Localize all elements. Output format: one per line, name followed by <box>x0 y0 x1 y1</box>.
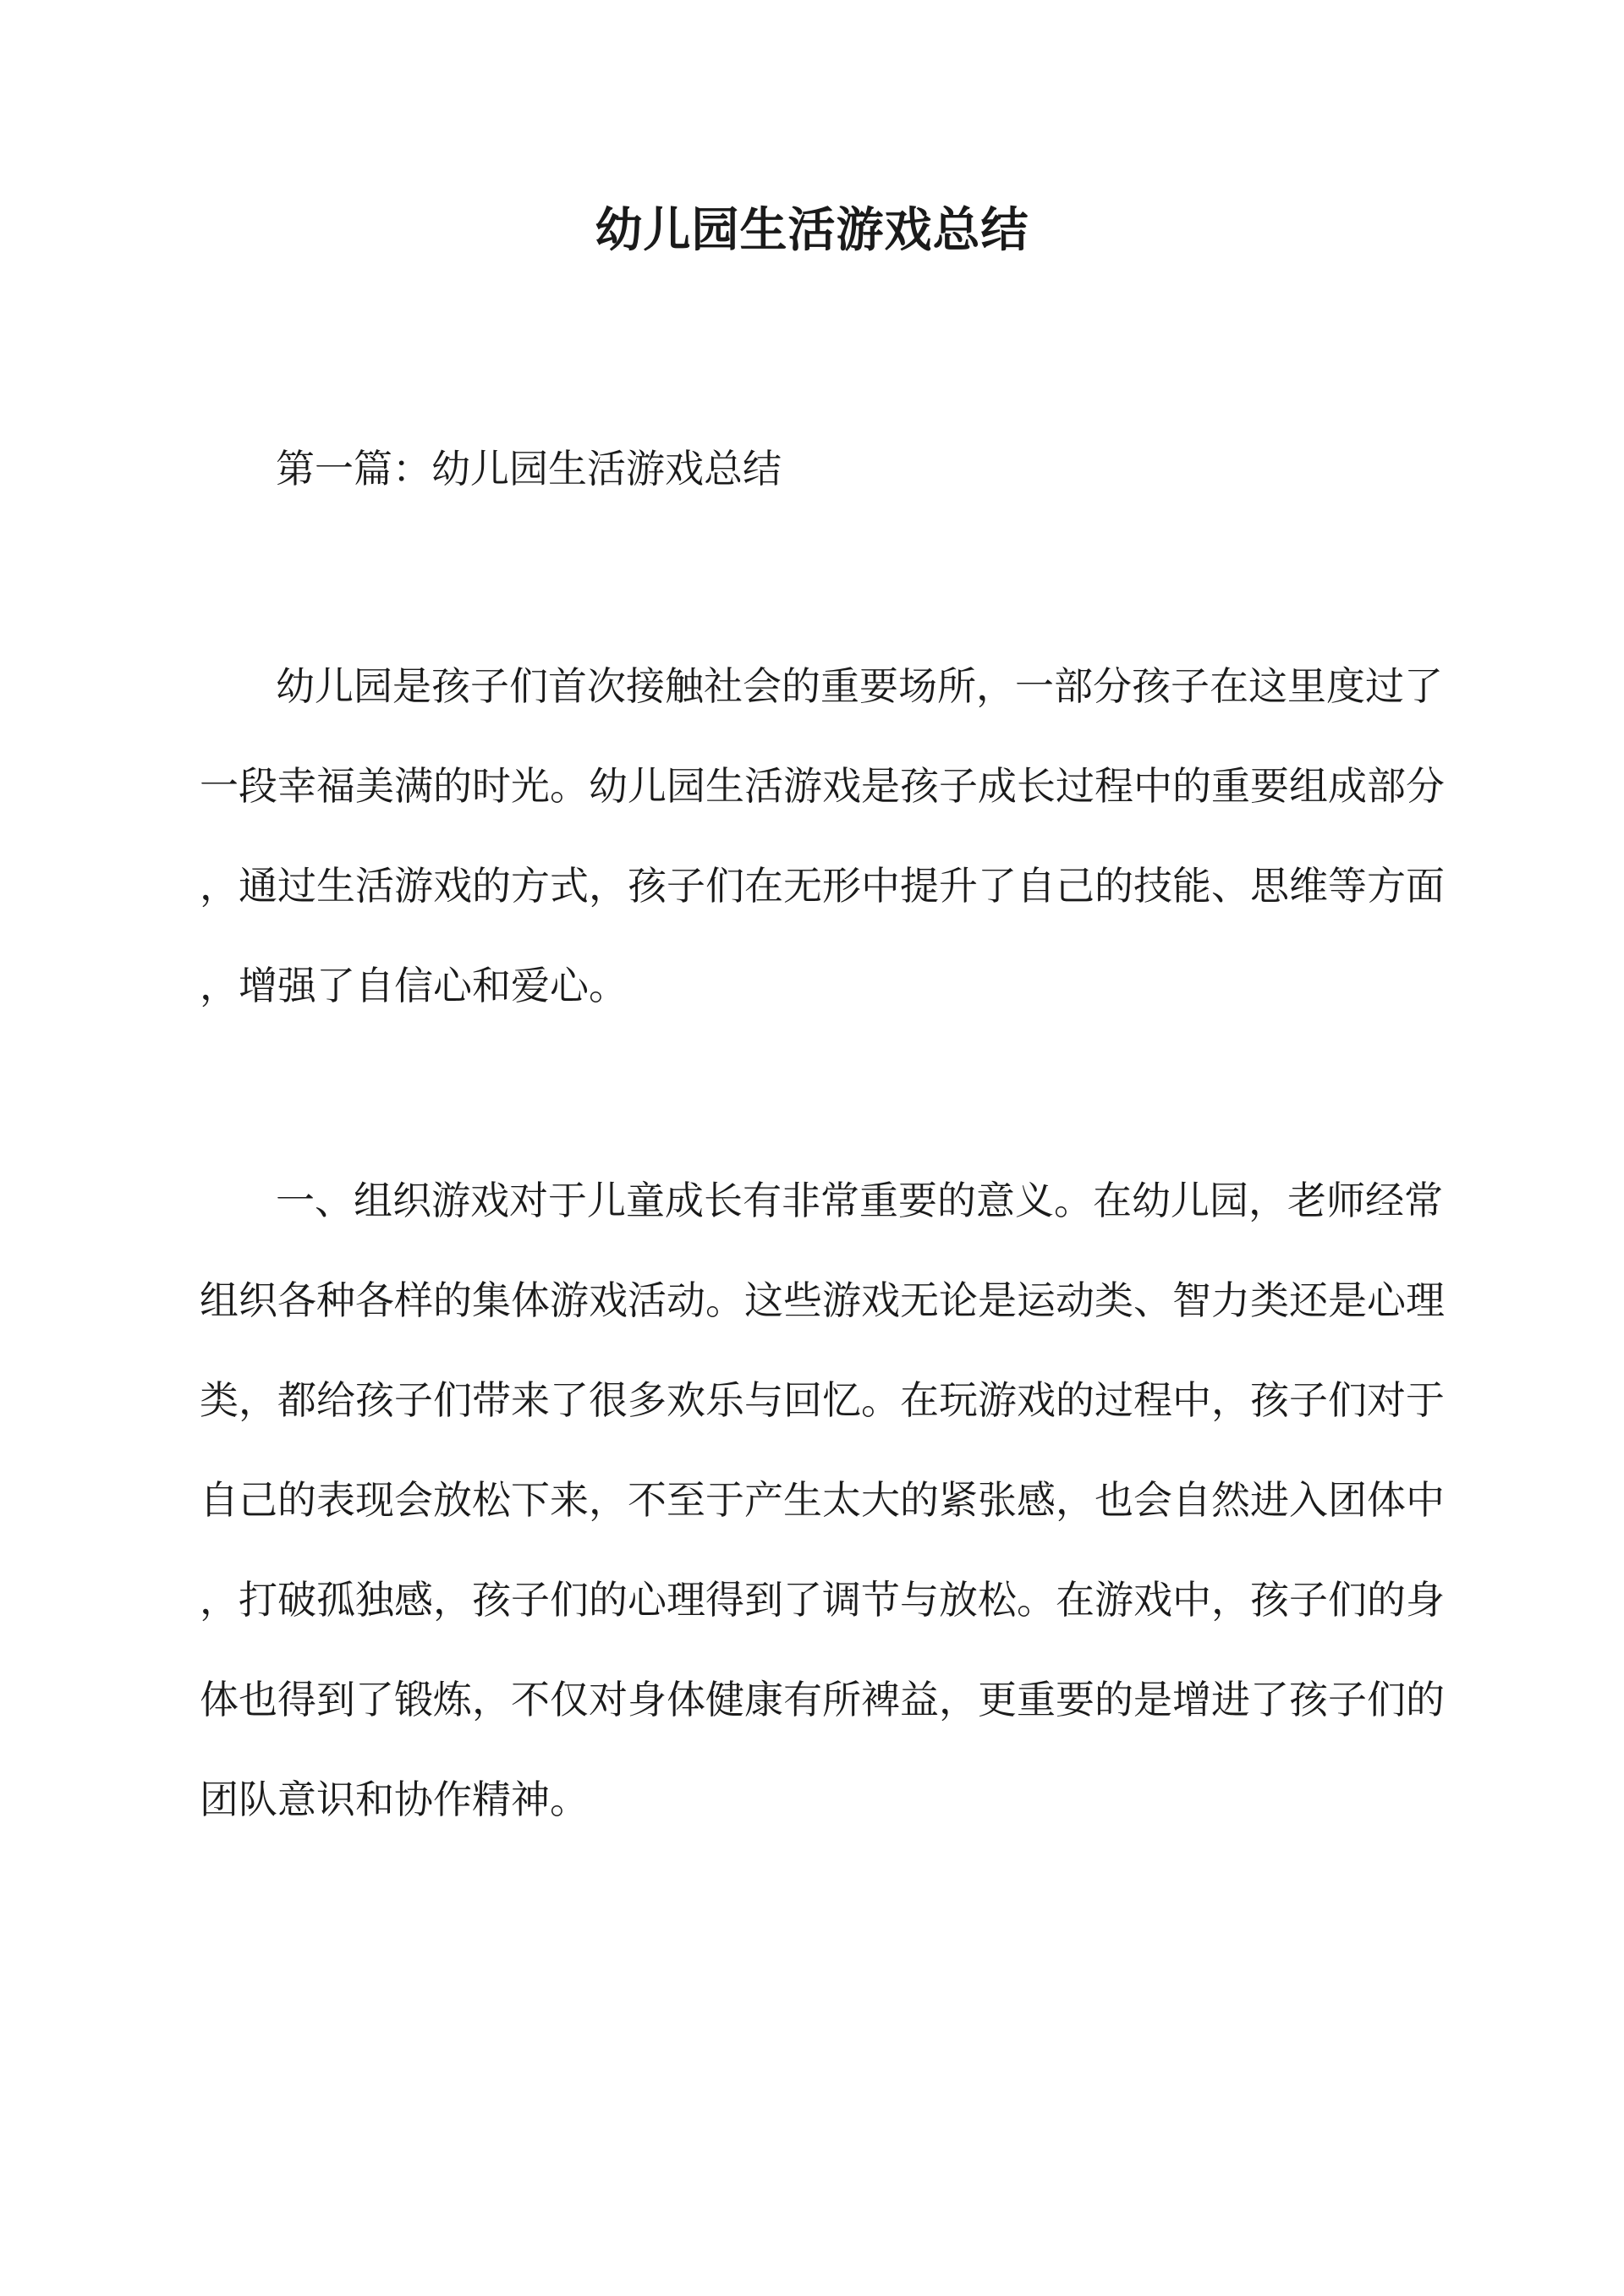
section-heading: 第一篇：幼儿园生活游戏总结 <box>276 446 782 492</box>
paragraph-line: 自己的表现会放松下来，不至于产生太大的紧张感，也会自然进入团体中 <box>200 1477 1445 1523</box>
document-title: 幼儿园生活游戏总结 <box>595 202 1029 258</box>
paragraph-intro <box>200 636 1445 1035</box>
paragraph-line: 一、组织游戏对于儿童成长有非常重要的意义。在幼儿园，老师经常 <box>276 1178 1443 1223</box>
paragraph-point-one <box>200 1151 1445 1849</box>
paragraph-line: 体也得到了锻炼，不仅对身体健康有所裨益，更重要的是增进了孩子们的 <box>200 1677 1445 1722</box>
paragraph-line: 类，都给孩子们带来了很多欢乐与回忆。在玩游戏的过程中，孩子们对于 <box>200 1377 1445 1423</box>
paragraph-line: 一段幸福美满的时光。幼儿园生活游戏是孩子成长过程中的重要组成部分 <box>200 763 1445 809</box>
paragraph-line: 组织各种各样的集体游戏活动。这些游戏无论是运动类、智力类还是心理 <box>200 1277 1445 1323</box>
paragraph-line: ，增强了自信心和爱心。 <box>200 963 628 1008</box>
paragraph-line: 幼儿园是孩子们首次接触社会的重要场所，一部分孩子在这里度过了 <box>276 663 1443 709</box>
paragraph-line: ，打破孤独感，孩子们的心理得到了调节与放松。在游戏中，孩子们的身 <box>200 1577 1445 1623</box>
paragraph-line: ，通过生活游戏的方式，孩子们在无形中提升了自己的技能、思维等方面 <box>200 863 1445 909</box>
paragraph-line: 团队意识和协作精神。 <box>200 1777 589 1822</box>
